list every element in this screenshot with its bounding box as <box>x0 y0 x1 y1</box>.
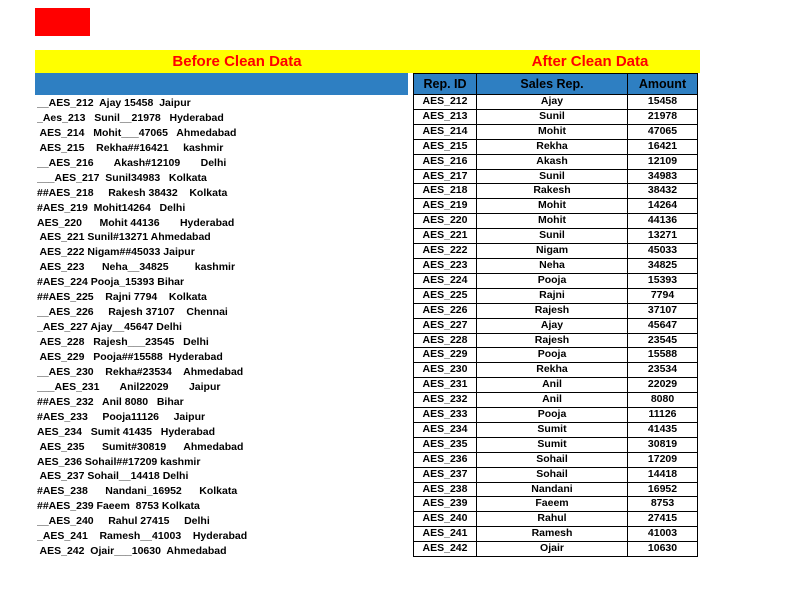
title-banner <box>35 50 700 73</box>
after-table-row <box>414 348 698 363</box>
before-row-cell[interactable]: AES_215 Rekha##16421 kashmir <box>37 141 224 154</box>
cell-amount[interactable]: 34983 <box>628 169 698 184</box>
after-table-row <box>414 393 698 408</box>
cell-sales-rep[interactable]: Rahul <box>477 512 628 527</box>
cell-rep-id[interactable]: AES_234 <box>414 422 477 437</box>
cell-rep-id[interactable]: AES_216 <box>414 154 477 169</box>
cell-rep-id[interactable]: AES_230 <box>414 363 477 378</box>
before-row-cell[interactable]: __AES_230 Rekha#23534 Ahmedabad <box>37 365 244 378</box>
cell-rep-id[interactable]: AES_217 <box>414 169 477 184</box>
before-row-cell[interactable]: __AES_216 Akash#12109 Delhi <box>37 156 227 169</box>
cell-sales-rep[interactable]: Anil <box>477 393 628 408</box>
before-row-cell[interactable]: #AES_238 Nandani_16952 Kolkata <box>37 485 238 498</box>
before-row-cell[interactable]: __AES_226 Rajesh 37107 Chennai <box>37 306 228 319</box>
after-table-row <box>414 333 698 348</box>
after-table-row <box>414 109 698 124</box>
cell-rep-id[interactable]: AES_226 <box>414 303 477 318</box>
after-table-row <box>414 497 698 512</box>
cell-rep-id[interactable]: AES_225 <box>414 288 477 303</box>
cell-rep-id[interactable]: AES_240 <box>414 512 477 527</box>
after-table-row <box>414 124 698 139</box>
header-rep-id[interactable]: Rep. ID <box>414 74 477 95</box>
after-header-row <box>414 74 698 95</box>
cell-sales-rep[interactable]: Faeem <box>477 497 628 512</box>
cell-sales-rep[interactable]: Neha <box>477 258 628 273</box>
before-row-cell[interactable]: AES_220 Mohit 44136 Hyderabad <box>37 216 235 229</box>
cell-rep-id[interactable]: AES_229 <box>414 348 477 363</box>
before-row-cell[interactable]: _AES_241 Ramesh__41003 Hyderabad <box>37 530 248 543</box>
cell-amount[interactable]: 47065 <box>628 124 698 139</box>
before-row-cell[interactable]: AES_235 Sumit#30819 Ahmedabad <box>37 440 244 453</box>
before-row-cell[interactable]: __AES_240 Rahul 27415 Delhi <box>37 515 210 528</box>
cell-sales-rep[interactable]: Mohit <box>477 124 628 139</box>
before-row-cell[interactable]: AES_229 Pooja##15588 Hyderabad <box>37 350 223 363</box>
before-row-cell[interactable]: __AES_212 Ajay 15458 Jaipur <box>37 97 191 109</box>
before-row-cell[interactable]: AES_234 Sumit 41435 Hyderabad <box>37 425 216 438</box>
cell-sales-rep[interactable]: Sumit <box>477 437 628 452</box>
cell-sales-rep[interactable]: Rajni <box>477 288 628 303</box>
cell-amount[interactable]: 15588 <box>628 348 698 363</box>
cell-amount[interactable]: 11126 <box>628 408 698 423</box>
cell-amount[interactable]: 16421 <box>628 139 698 154</box>
cell-sales-rep[interactable]: Anil <box>477 378 628 393</box>
cell-sales-rep[interactable]: Sunil <box>477 109 628 124</box>
before-row-cell[interactable]: AES_228 Rajesh___23545 Delhi <box>37 336 209 348</box>
before-row-cell[interactable]: AES_223 Neha__34825 kashmir <box>37 261 236 274</box>
before-row-cell[interactable]: ___AES_217 Sunil34983 Kolkata <box>37 171 207 184</box>
cell-amount[interactable]: 37107 <box>628 303 698 318</box>
after-table-row <box>414 95 698 110</box>
cell-amount[interactable]: 34825 <box>628 258 698 273</box>
cell-rep-id[interactable]: AES_220 <box>414 214 477 229</box>
cell-sales-rep[interactable]: Rajesh <box>477 303 628 318</box>
cell-rep-id[interactable]: AES_231 <box>414 378 477 393</box>
cell-sales-rep[interactable]: Rajesh <box>477 333 628 348</box>
after-table-body <box>414 95 698 557</box>
cell-amount[interactable]: 45033 <box>628 244 698 259</box>
after-table-row <box>414 169 698 184</box>
before-row-cell[interactable]: AES_214 Mohit___47065 Ahmedabad <box>37 126 237 139</box>
after-table-row <box>414 244 698 259</box>
cell-amount[interactable]: 8753 <box>628 497 698 512</box>
after-table-row <box>414 258 698 273</box>
header-sales-rep[interactable]: Sales Rep. <box>477 74 628 95</box>
cell-rep-id[interactable]: AES_213 <box>414 109 477 124</box>
cell-sales-rep[interactable]: Ajay <box>477 318 628 333</box>
cell-amount[interactable]: 15458 <box>628 95 698 110</box>
cell-amount[interactable]: 23534 <box>628 363 698 378</box>
cell-sales-rep[interactable]: Nandani <box>477 482 628 497</box>
cell-sales-rep[interactable]: Pooja <box>477 348 628 363</box>
cell-sales-rep[interactable]: Akash <box>477 154 628 169</box>
cell-amount[interactable]: 41435 <box>628 422 698 437</box>
after-clean-title: After Clean Data <box>531 53 649 70</box>
cell-amount[interactable]: 7794 <box>628 288 698 303</box>
after-table-row <box>414 422 698 437</box>
cell-sales-rep[interactable]: Sohail <box>477 467 628 482</box>
after-table-row <box>414 154 698 169</box>
before-row-cell[interactable]: AES_222 Nigam##45033 Jaipur <box>37 246 195 259</box>
cell-sales-rep[interactable]: Ojair <box>477 542 628 557</box>
cell-amount[interactable]: 27415 <box>628 512 698 527</box>
cell-amount[interactable]: 14418 <box>628 467 698 482</box>
after-table-row <box>414 452 698 467</box>
before-row-cell[interactable]: ##AES_225 Rajni 7794 Kolkata <box>37 291 207 304</box>
after-table-row <box>414 318 698 333</box>
cell-rep-id[interactable]: AES_219 <box>414 199 477 214</box>
after-table-row <box>414 139 698 154</box>
before-row-cell[interactable]: AES_236 Sohail##17209 kashmir <box>37 455 201 468</box>
after-table-row <box>414 214 698 229</box>
red-box <box>35 8 90 36</box>
cell-sales-rep[interactable]: Sunil <box>477 169 628 184</box>
after-table-row <box>414 512 698 527</box>
after-table-row <box>414 527 698 542</box>
before-row-cell[interactable]: AES_242 Ojair___10630 Ahmedabad <box>37 545 227 558</box>
cell-rep-id[interactable]: AES_222 <box>414 244 477 259</box>
cell-sales-rep[interactable]: Rekha <box>477 363 628 378</box>
cell-rep-id[interactable]: AES_215 <box>414 139 477 154</box>
before-list <box>37 96 408 559</box>
after-table-row <box>414 303 698 318</box>
cell-sales-rep[interactable]: Rakesh <box>477 184 628 199</box>
before-row-cell[interactable]: ##AES_232 Anil 8080 Bihar <box>37 395 184 408</box>
cell-rep-id[interactable]: AES_212 <box>414 95 477 110</box>
cell-sales-rep[interactable]: Rekha <box>477 139 628 154</box>
cell-rep-id[interactable]: AES_221 <box>414 229 477 244</box>
cell-amount[interactable]: 45647 <box>628 318 698 333</box>
cell-rep-id[interactable]: AES_227 <box>414 318 477 333</box>
cell-amount[interactable]: 17209 <box>628 452 698 467</box>
cell-amount[interactable]: 21978 <box>628 109 698 124</box>
before-row-cell[interactable]: ##AES_218 Rakesh 38432 Kolkata <box>37 186 228 199</box>
after-table-row <box>414 482 698 497</box>
cell-rep-id[interactable]: AES_236 <box>414 452 477 467</box>
cell-rep-id[interactable]: AES_237 <box>414 467 477 482</box>
cell-rep-id[interactable]: AES_232 <box>414 393 477 408</box>
cell-rep-id[interactable]: AES_239 <box>414 497 477 512</box>
cell-amount[interactable]: 23545 <box>628 333 698 348</box>
cell-rep-id[interactable]: AES_228 <box>414 333 477 348</box>
cell-sales-rep[interactable]: Nigam <box>477 244 628 259</box>
after-table-row <box>414 437 698 452</box>
before-row-cell[interactable]: ##AES_239 Faeem 8753 Kolkata <box>37 500 200 513</box>
before-row-cell[interactable]: AES_237 Sohail__14418 Delhi <box>37 470 189 483</box>
cell-amount[interactable]: 13271 <box>628 229 698 244</box>
before-row-cell[interactable]: #AES_224 Pooja_15393 Bihar <box>37 276 185 289</box>
cell-amount[interactable]: 10630 <box>628 542 698 557</box>
cell-sales-rep[interactable]: Pooja <box>477 273 628 288</box>
cell-rep-id[interactable]: AES_224 <box>414 273 477 288</box>
after-table <box>413 73 698 557</box>
cell-amount[interactable]: 16952 <box>628 482 698 497</box>
before-row-cell[interactable]: AES_221 Sunil#13271 Ahmedabad <box>37 231 211 244</box>
cell-rep-id[interactable]: AES_241 <box>414 527 477 542</box>
cell-amount[interactable]: 38432 <box>628 184 698 199</box>
cell-rep-id[interactable]: AES_242 <box>414 542 477 557</box>
before-row-cell[interactable]: ___AES_231 Anil22029 Jaipur <box>37 380 221 393</box>
after-table-row <box>414 363 698 378</box>
cell-sales-rep[interactable]: Sohail <box>477 452 628 467</box>
after-table-row <box>414 542 698 557</box>
cell-amount[interactable]: 41003 <box>628 527 698 542</box>
cell-amount[interactable]: 44136 <box>628 214 698 229</box>
header-amount[interactable]: Amount <box>628 74 698 95</box>
after-table-row <box>414 288 698 303</box>
before-row-cell[interactable]: #AES_219 Mohit14264 Delhi <box>37 201 186 214</box>
cell-sales-rep[interactable]: Ramesh <box>477 527 628 542</box>
after-table-row <box>414 408 698 423</box>
after-table-row <box>414 184 698 199</box>
after-table-row <box>414 199 698 214</box>
cell-rep-id[interactable]: AES_238 <box>414 482 477 497</box>
cell-amount[interactable]: 14264 <box>628 199 698 214</box>
after-table-row <box>414 467 698 482</box>
cell-rep-id[interactable]: AES_218 <box>414 184 477 199</box>
before-row-cell[interactable]: _AES_227 Ajay__45647 Delhi <box>37 321 182 334</box>
cell-amount[interactable]: 22029 <box>628 378 698 393</box>
cell-sales-rep[interactable]: Sumit <box>477 422 628 437</box>
before-header-strip <box>35 73 408 95</box>
after-table-row <box>414 273 698 288</box>
after-table-row <box>414 378 698 393</box>
before-clean-title: Before Clean Data <box>172 53 302 70</box>
cell-rep-id[interactable]: AES_235 <box>414 437 477 452</box>
cell-amount[interactable]: 12109 <box>628 154 698 169</box>
before-row-cell[interactable]: #AES_233 Pooja11126 Jaipur <box>37 410 206 423</box>
cell-rep-id[interactable]: AES_233 <box>414 408 477 423</box>
cell-rep-id[interactable]: AES_223 <box>414 258 477 273</box>
cell-rep-id[interactable]: AES_214 <box>414 124 477 139</box>
before-row-cell[interactable]: _Aes_213 Sunil__21978 Hyderabad <box>37 111 224 124</box>
cell-amount[interactable]: 8080 <box>628 393 698 408</box>
cell-sales-rep[interactable]: Sunil <box>477 229 628 244</box>
after-table-row <box>414 229 698 244</box>
cell-amount[interactable]: 30819 <box>628 437 698 452</box>
cell-sales-rep[interactable]: Mohit <box>477 199 628 214</box>
cell-amount[interactable]: 15393 <box>628 273 698 288</box>
cell-sales-rep[interactable]: Ajay <box>477 95 628 110</box>
cell-sales-rep[interactable]: Mohit <box>477 214 628 229</box>
cell-sales-rep[interactable]: Pooja <box>477 408 628 423</box>
